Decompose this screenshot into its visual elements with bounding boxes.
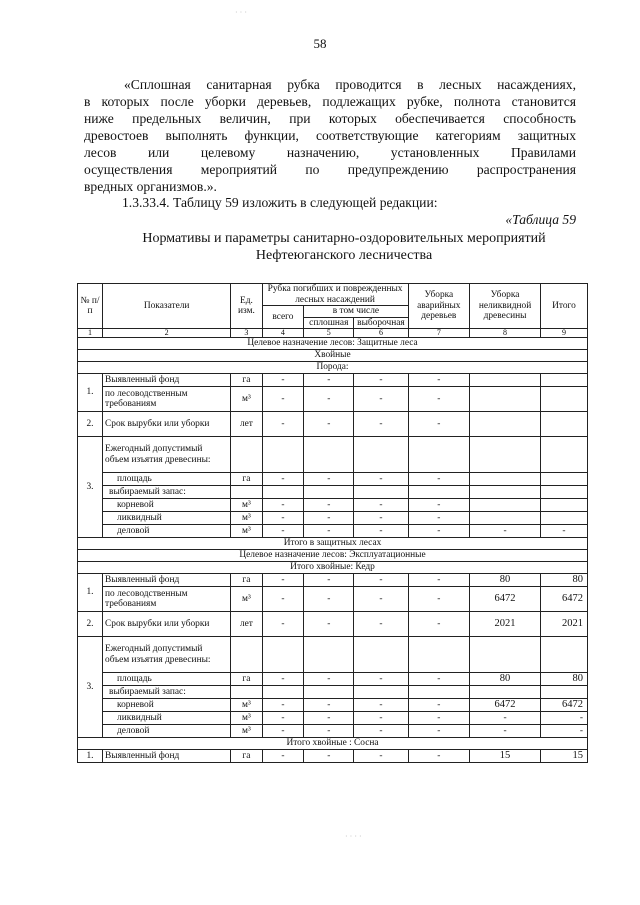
row-label: выбираемый запас: — [103, 686, 231, 699]
value-cell — [304, 437, 354, 473]
unit-cell — [231, 686, 262, 699]
value-cell: - — [354, 673, 408, 686]
value-cell: - — [408, 512, 470, 525]
quote-line: вредных организмов.». — [84, 179, 217, 194]
unit-cell — [231, 486, 262, 499]
value-cell: - — [262, 473, 304, 486]
header-cut-group: Рубка погибших и поврежденных лесных насаждений — [262, 284, 408, 306]
value-cell: - — [262, 412, 304, 437]
forestry-norms-table — [77, 283, 588, 763]
value-cell — [354, 486, 408, 499]
value-cell — [408, 486, 470, 499]
col-number: 9 — [540, 329, 587, 338]
value-cell: - — [304, 499, 354, 512]
value-cell — [470, 499, 541, 512]
header-illiquid: Уборка неликвидной древесины — [470, 284, 541, 329]
unit-cell: га — [231, 574, 262, 587]
section-row: Итого хвойные: Кедр — [78, 562, 588, 574]
unit-cell — [231, 437, 262, 473]
row-label: ликвидный — [103, 712, 231, 725]
header-unit: Ед. изм. — [231, 284, 262, 329]
value-cell — [470, 512, 541, 525]
value-cell — [470, 486, 541, 499]
section-row: Итого в защитных лесах — [78, 538, 588, 550]
unit-cell: м³ — [231, 525, 262, 538]
unit-cell: га — [231, 673, 262, 686]
row-label: корневой — [103, 499, 231, 512]
value-cell: 80 — [470, 574, 541, 587]
value-cell — [262, 486, 304, 499]
row-label: по лесоводственным требованиям — [103, 387, 231, 412]
row-label: площадь — [103, 473, 231, 486]
value-cell — [540, 486, 587, 499]
row-number: 2. — [78, 612, 103, 637]
table-title — [84, 230, 604, 264]
value-cell — [540, 387, 587, 412]
value-cell — [304, 686, 354, 699]
row-label: площадь — [103, 673, 231, 686]
row-number: 3. — [78, 437, 103, 538]
quoted-paragraph — [84, 76, 576, 195]
value-cell — [304, 637, 354, 673]
value-cell — [470, 637, 541, 673]
row-label: по лесоводственным требованиям — [103, 587, 231, 612]
header-clear-cut: сплошная — [304, 317, 354, 329]
row-number: 3. — [78, 637, 103, 738]
row-label: Выявленный фонд — [103, 374, 231, 387]
quote-line: ниже предельных величин, при которых обеспечивается способность — [84, 111, 576, 126]
unit-cell: га — [231, 473, 262, 486]
value-cell — [354, 637, 408, 673]
value-cell: 80 — [470, 673, 541, 686]
quote-line: в которых после уборки деревьев, подлежащих рубке, полнота становится — [84, 94, 576, 109]
value-cell: - — [354, 750, 408, 763]
value-cell: - — [262, 699, 304, 712]
value-cell: - — [354, 412, 408, 437]
row-number: 1. — [78, 374, 103, 412]
scan-artifact: · · · · — [345, 832, 362, 841]
value-cell: - — [408, 574, 470, 587]
unit-cell: га — [231, 374, 262, 387]
section-row: Целевое назначение лесов: Защитные леса — [78, 338, 588, 350]
value-cell: - — [408, 499, 470, 512]
value-cell: - — [262, 525, 304, 538]
section-row: Хвойные — [78, 350, 588, 362]
value-cell: - — [408, 387, 470, 412]
table-title-line: Нормативы и параметры санитарно-оздоровительных мероприятий — [142, 231, 546, 246]
value-cell: - — [354, 712, 408, 725]
row-label: корневой — [103, 699, 231, 712]
value-cell — [540, 686, 587, 699]
value-cell: - — [262, 587, 304, 612]
value-cell — [408, 637, 470, 673]
quote-line: древостоев выполнять функции, соответствующие категориям защитных — [84, 128, 576, 143]
unit-cell: м³ — [231, 387, 262, 412]
col-number: 3 — [231, 329, 262, 338]
col-number: 1 — [78, 329, 103, 338]
value-cell: - — [408, 750, 470, 763]
row-label: Выявленный фонд — [103, 750, 231, 763]
value-cell: - — [354, 473, 408, 486]
value-cell: - — [304, 725, 354, 738]
value-cell: - — [262, 612, 304, 637]
value-cell: - — [540, 712, 587, 725]
row-label: ликвидный — [103, 512, 231, 525]
value-cell — [540, 512, 587, 525]
row-number: 1. — [78, 750, 103, 763]
value-cell: - — [354, 612, 408, 637]
value-cell: - — [262, 499, 304, 512]
quote-line: «Сплошная санитарная рубка проводится в лесных насаждениях, — [124, 77, 576, 92]
unit-cell: лет — [231, 412, 262, 437]
value-cell: - — [354, 512, 408, 525]
value-cell: 80 — [540, 574, 587, 587]
value-cell: - — [262, 374, 304, 387]
quote-line: осуществления мероприятий по предупреждению распространения — [84, 162, 576, 177]
value-cell: - — [354, 499, 408, 512]
value-cell — [540, 473, 587, 486]
value-cell: - — [262, 512, 304, 525]
col-number: 7 — [408, 329, 470, 338]
value-cell: 2021 — [540, 612, 587, 637]
unit-cell: м³ — [231, 725, 262, 738]
value-cell — [540, 499, 587, 512]
value-cell: - — [262, 712, 304, 725]
unit-cell: лет — [231, 612, 262, 637]
value-cell — [470, 473, 541, 486]
value-cell: - — [304, 574, 354, 587]
value-cell: 80 — [540, 673, 587, 686]
scan-artifact: · · · — [235, 8, 247, 17]
value-cell: 6472 — [540, 699, 587, 712]
value-cell: - — [354, 699, 408, 712]
value-cell: 15 — [540, 750, 587, 763]
value-cell — [470, 437, 541, 473]
amendment-item: 1.3.33.4. Таблицу 59 изложить в следующей редакции: — [122, 195, 438, 210]
section-row: Порода: — [78, 362, 588, 374]
value-cell — [262, 686, 304, 699]
value-cell: - — [262, 673, 304, 686]
header-total-cut: всего — [262, 306, 304, 329]
value-cell: - — [408, 473, 470, 486]
unit-cell: м³ — [231, 499, 262, 512]
row-label: Ежегодный допустимый объем изъятия древесины: — [103, 437, 231, 473]
value-cell: - — [304, 612, 354, 637]
value-cell: 2021 — [470, 612, 541, 637]
value-cell — [408, 437, 470, 473]
value-cell: - — [540, 525, 587, 538]
header-total: Итого — [540, 284, 587, 329]
value-cell: - — [408, 612, 470, 637]
value-cell: - — [408, 673, 470, 686]
value-cell: - — [304, 587, 354, 612]
row-number: 1. — [78, 574, 103, 612]
value-cell: - — [540, 725, 587, 738]
value-cell: - — [470, 725, 541, 738]
value-cell — [304, 486, 354, 499]
row-label: Ежегодный допустимый объем изъятия древесины: — [103, 637, 231, 673]
header-emergency: Уборка аварийных деревьев — [408, 284, 470, 329]
value-cell — [354, 437, 408, 473]
value-cell — [540, 374, 587, 387]
header-no: № п/п — [78, 284, 103, 329]
value-cell: - — [354, 725, 408, 738]
value-cell: 6472 — [470, 699, 541, 712]
col-number: 4 — [262, 329, 304, 338]
row-number: 2. — [78, 412, 103, 437]
value-cell — [470, 374, 541, 387]
value-cell — [470, 387, 541, 412]
col-number: 6 — [354, 329, 408, 338]
header-indicator: Показатели — [103, 284, 231, 329]
value-cell — [470, 412, 541, 437]
value-cell: - — [304, 374, 354, 387]
value-cell — [540, 437, 587, 473]
value-cell: - — [262, 574, 304, 587]
value-cell: - — [304, 512, 354, 525]
value-cell: - — [262, 725, 304, 738]
value-cell: - — [354, 374, 408, 387]
value-cell — [262, 637, 304, 673]
value-cell: - — [408, 412, 470, 437]
value-cell: - — [408, 699, 470, 712]
value-cell: - — [354, 574, 408, 587]
value-cell: - — [354, 387, 408, 412]
value-cell: - — [304, 473, 354, 486]
col-number: 5 — [304, 329, 354, 338]
value-cell: - — [304, 525, 354, 538]
header-including: в том числе — [304, 306, 408, 318]
unit-cell: м³ — [231, 512, 262, 525]
section-row: Итого хвойные : Сосна — [78, 738, 588, 750]
row-label: деловой — [103, 525, 231, 538]
col-number: 2 — [103, 329, 231, 338]
row-label: Выявленный фонд — [103, 574, 231, 587]
table-reference: «Таблица 59 — [505, 212, 576, 227]
value-cell: - — [470, 525, 541, 538]
row-label: Срок вырубки или уборки — [103, 612, 231, 637]
unit-cell — [231, 637, 262, 673]
value-cell — [540, 637, 587, 673]
col-number: 8 — [470, 329, 541, 338]
value-cell: - — [408, 725, 470, 738]
value-cell — [408, 686, 470, 699]
row-label: деловой — [103, 725, 231, 738]
value-cell: - — [304, 750, 354, 763]
value-cell: - — [304, 699, 354, 712]
value-cell: - — [304, 712, 354, 725]
quote-line: лесов или целевому назначению, установленных Правилами — [84, 145, 576, 160]
value-cell: 15 — [470, 750, 541, 763]
unit-cell: м³ — [231, 699, 262, 712]
value-cell: - — [304, 673, 354, 686]
value-cell: - — [262, 750, 304, 763]
unit-cell: га — [231, 750, 262, 763]
value-cell: - — [304, 412, 354, 437]
section-row: Целевое назначение лесов: Эксплуатационные — [78, 550, 588, 562]
value-cell: - — [408, 712, 470, 725]
value-cell: 6472 — [470, 587, 541, 612]
value-cell — [354, 686, 408, 699]
value-cell: - — [354, 525, 408, 538]
value-cell — [262, 437, 304, 473]
row-label: выбираемый запас: — [103, 486, 231, 499]
header-selective-cut: выборочная — [354, 317, 408, 329]
value-cell: 6472 — [540, 587, 587, 612]
value-cell: - — [408, 525, 470, 538]
value-cell: - — [262, 387, 304, 412]
value-cell — [540, 412, 587, 437]
value-cell — [470, 686, 541, 699]
row-label: Срок вырубки или уборки — [103, 412, 231, 437]
value-cell: - — [304, 387, 354, 412]
value-cell: - — [354, 587, 408, 612]
value-cell: - — [470, 712, 541, 725]
unit-cell: м³ — [231, 587, 262, 612]
unit-cell: м³ — [231, 712, 262, 725]
page-number: 58 — [313, 36, 327, 51]
value-cell: - — [408, 587, 470, 612]
value-cell: - — [408, 374, 470, 387]
table-title-line: Нефтеюганского лесничества — [255, 248, 433, 263]
